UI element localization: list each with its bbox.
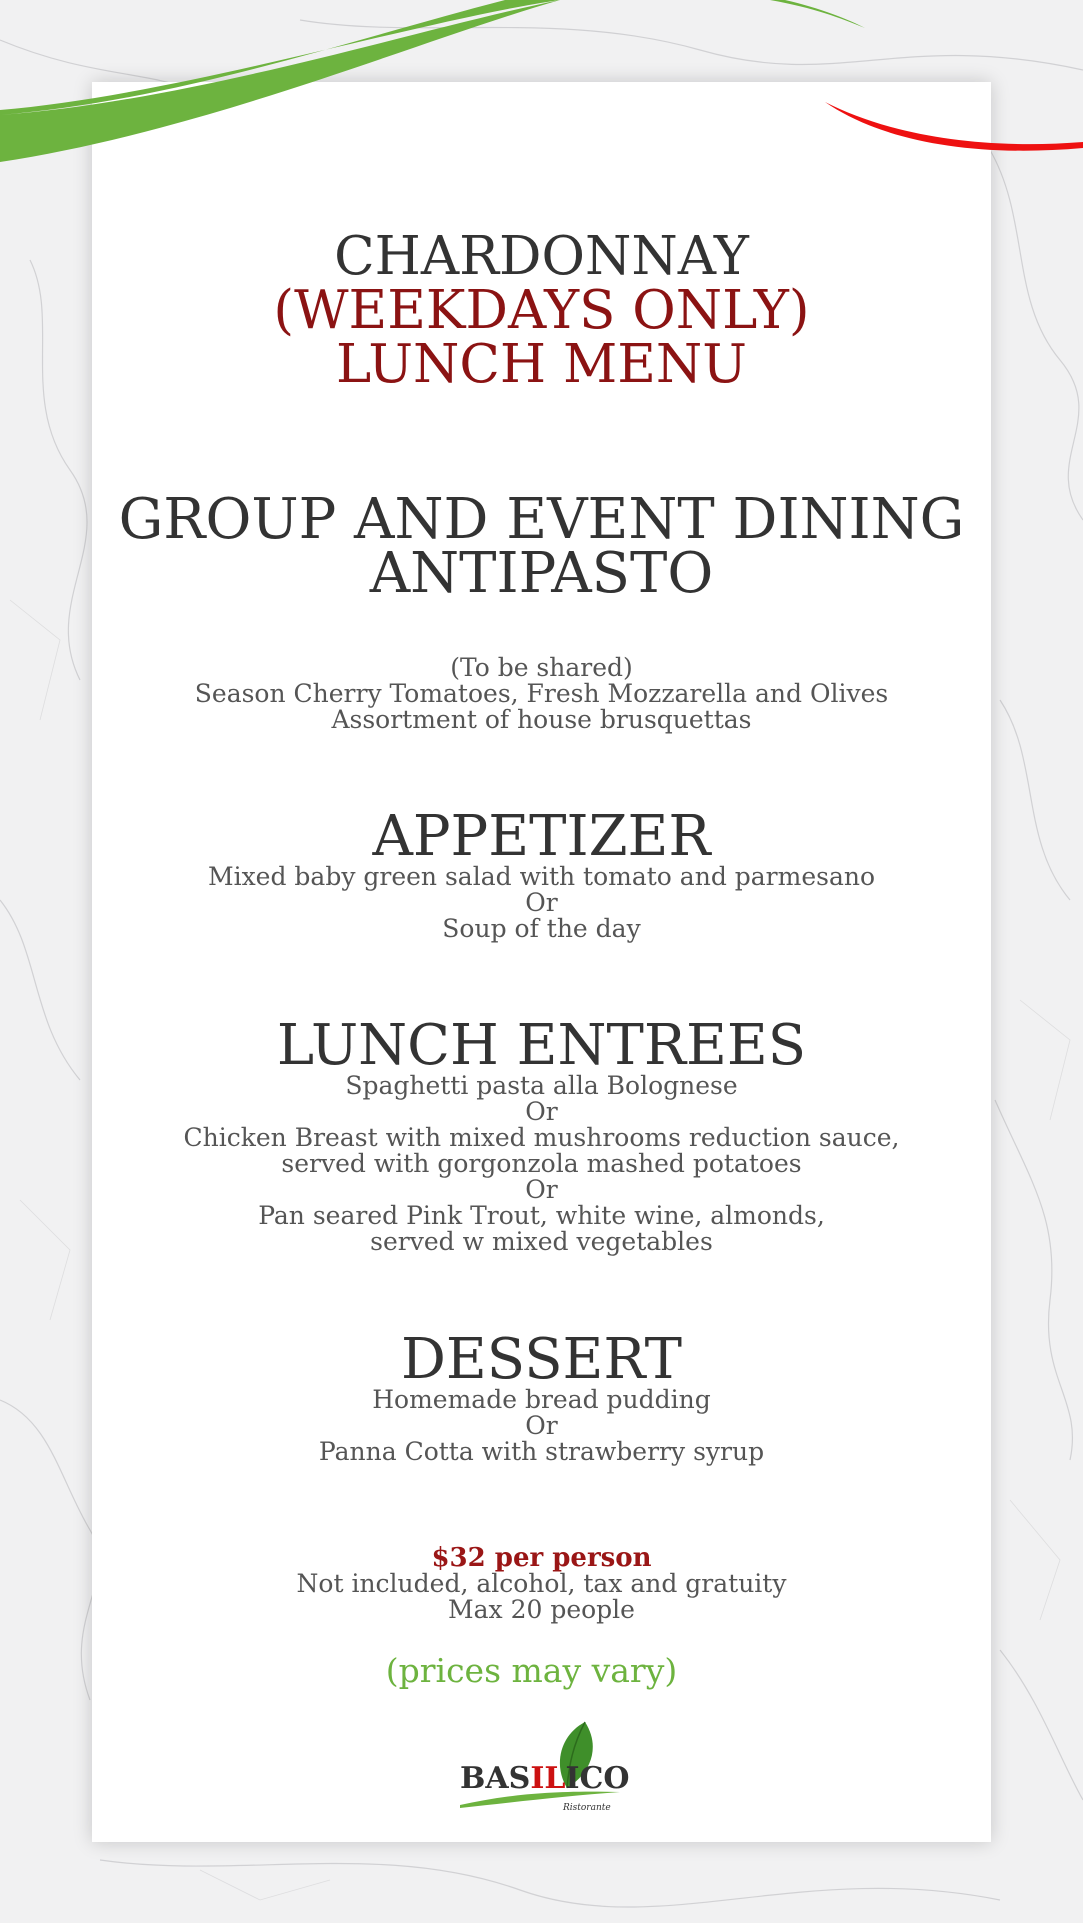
dessert-heading: DESSERT (401, 1327, 682, 1392)
logo-subtitle: Ristorante (563, 1803, 611, 1813)
entree-item: served with gorgonzola mashed potatoes (281, 1149, 802, 1178)
entrees-heading: LUNCH ENTREES (276, 1013, 807, 1078)
entree-item: Chicken Breast with mixed mushrooms reduction sauce, (183, 1123, 900, 1152)
menu-title (92, 226, 991, 395)
logo-text-part: BAS (460, 1761, 531, 1796)
entree-item: Spaghetti pasta alla Bolognese (345, 1071, 738, 1100)
entree-item: Or (525, 1175, 558, 1204)
logo-text-part: IL (530, 1761, 566, 1796)
logo-text-part: ICO (565, 1761, 630, 1796)
entrees-section (92, 1013, 991, 1256)
group-heading (92, 487, 991, 606)
appetizer-item: Or (525, 888, 558, 917)
dessert-item: Or (525, 1411, 558, 1440)
red-ribbon (825, 102, 1083, 151)
decorative-ribbons (0, 0, 1083, 200)
pricing-section (92, 1545, 991, 1623)
svg-text:BASILICO (460, 1761, 630, 1796)
green-ribbon-tip (770, 0, 865, 28)
appetizer-section (92, 804, 991, 943)
appetizer-heading: APPETIZER (372, 804, 711, 869)
antipasto-item: Assortment of house brusquettas (331, 705, 752, 734)
price-per-person: $32 per person (431, 1543, 652, 1573)
pricing-note: Max 20 people (448, 1595, 635, 1624)
basilico-logo (455, 1710, 635, 1820)
group-heading-line-1: GROUP AND EVENT DINING (118, 487, 965, 552)
entree-item: Or (525, 1097, 558, 1126)
appetizer-item: Mixed baby green salad with tomato and parmesano (207, 862, 876, 891)
antipasto-item: Season Cherry Tomatoes, Fresh Mozzarella and Olives (194, 679, 889, 708)
entree-item: served w mixed vegetables (370, 1227, 713, 1256)
title-line-1: CHARDONNAY (334, 226, 749, 287)
entree-item: Pan seared Pink Trout, white wine, almonds, (258, 1201, 825, 1230)
dessert-item: Panna Cotta with strawberry syrup (318, 1437, 765, 1466)
title-line-3: LUNCH MENU (336, 334, 747, 395)
dessert-item: Homemade bread pudding (372, 1385, 711, 1414)
antipasto-heading: ANTIPASTO (369, 541, 714, 606)
appetizer-item: Soup of the day (442, 914, 641, 943)
prices-may-vary: (prices may vary) (385, 1651, 678, 1690)
dessert-section (92, 1327, 991, 1466)
pricing-note: Not included, alcohol, tax and gratuity (296, 1569, 787, 1598)
antipasto-section (92, 655, 991, 733)
green-ribbon (0, 0, 560, 162)
antipasto-item: (To be shared) (450, 653, 633, 682)
title-line-2: (WEEKDAYS ONLY) (273, 280, 810, 341)
